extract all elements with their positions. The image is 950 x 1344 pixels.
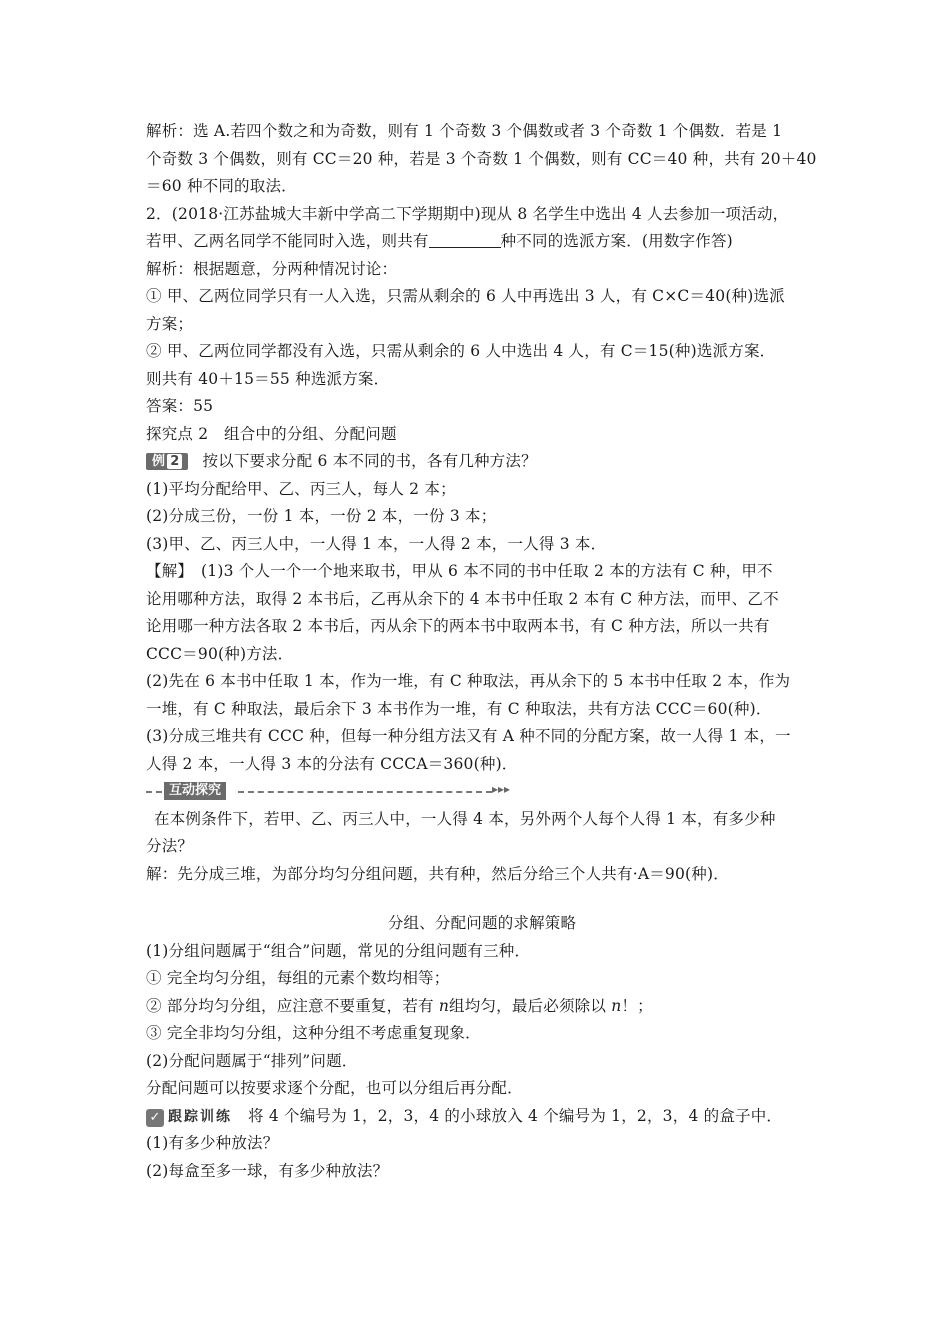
tracking-prompt: 将 4 个编号为 1，2，3，4 的小球放入 4 个编号为 1，2，3，4 的盒子中． [248, 1106, 783, 1125]
interactive-label: 互动探究 [164, 782, 226, 800]
text-line: ③ 完全非均匀分组，这种分组不考虑重复现象． [146, 1024, 481, 1042]
text-line: ＝60 种不同的取法． [146, 177, 297, 195]
text-span: 若甲、乙两名同学不能同时入选，则共有 [146, 232, 429, 250]
text-line: ① 甲、乙两位同学只有一人入选，只需从剩余的 6 人中再选出 3 人，有 C×C＝40(种)选派 [146, 287, 785, 305]
strategy-title: 分组、分配问题的求解策略 [387, 914, 577, 932]
document-page [146, 118, 818, 1185]
text-line: 解析：选 A.若四个数之和为奇数，则有 1 个奇数 3 个偶数或者 3 个奇数 1 个偶数．若是 1 [146, 122, 783, 140]
dash-divider [146, 791, 162, 793]
solution-line: 人得 2 本，一人得 3 本的分法有 CCCA＝360(种)． [146, 754, 518, 773]
text-line: (2)每盒至多一球，有多少种放法？ [146, 1161, 389, 1180]
text-line: ① 完全均匀分组，每组的元素个数均相等； [146, 969, 450, 987]
text-line: 分配问题可以按要求逐个分配，也可以分组后再分配． [146, 1079, 523, 1097]
text-line: (2)分配问题属于“排列”问题． [146, 1051, 358, 1070]
text-line: 分法？ [146, 837, 194, 855]
answer-line: 答案：55 [146, 397, 214, 415]
text-line: 解：先分成三堆，为部分均匀分组问题，共有种，然后分给三个人共有·A＝90(种)． [146, 864, 729, 883]
question-2-line [146, 228, 818, 256]
tracking-label: 跟踪训练 [168, 1108, 232, 1125]
text-line: (1)平均分配给甲、乙、丙三人，每人 2 本； [146, 479, 456, 498]
example-prompt: 按以下要求分配 6 本不同的书，各有几种方法？ [202, 452, 537, 470]
math-variable: n [611, 996, 622, 1015]
solution-line: 论用哪种方法，取得 2 本书后，乙再从余下的 4 本书中任取 2 本有 C 种方法，而甲、乙不 [146, 589, 779, 608]
solution-line: (3)分成三堆共有 CCC 种，但每一种分组方法又有 A 种不同的分配方案，故一人得 1 本，一 [146, 727, 791, 745]
check-icon: ✓ [146, 1109, 164, 1127]
text-line: 解析：根据题意，分两种情况讨论： [146, 259, 398, 278]
arrow-icon: ▸▸▸ [492, 782, 511, 796]
text-line: 个奇数 3 个偶数，则有 CC＝20 种，若是 3 个奇数 1 个偶数，则有 CC＝40 种，共有 20＋40 [146, 149, 817, 168]
spacer [146, 888, 818, 910]
answer-blank [429, 231, 501, 248]
text-span: ！； [621, 996, 653, 1015]
solution-line: 论用哪一种方法各取 2 本书后，丙从余下的两本书中取两本书，有 C 种方法，所以一共有 [146, 617, 770, 635]
example-badge-number: 2 [167, 454, 182, 469]
dash-divider [238, 791, 492, 793]
text-span: ② 部分均匀分组，应注意不要重复，若有 [146, 996, 439, 1015]
text-line: 在本例条件下，若甲、乙、丙三人中，一人得 4 本，另外两个人每个人得 1 本，有多少种 [154, 809, 776, 828]
math-variable: n [438, 996, 450, 1015]
text-line: (1)分组问题属于“组合”问题，常见的分组问题有三种． [146, 941, 531, 960]
text-line [146, 993, 818, 1021]
section-title: 探究点 2 组合中的分组、分配问题 [146, 424, 397, 443]
text-line: 方案； [146, 314, 194, 333]
tracking-badge [146, 1104, 232, 1132]
interactive-banner [146, 778, 818, 806]
example-heading [146, 448, 818, 476]
example-badge-text: 例 [152, 454, 166, 469]
solution-line: CCC＝90(种)方法． [146, 644, 294, 663]
text-line: (1)有多少种放法？ [146, 1134, 279, 1152]
text-line: ② 甲、乙两位同学都没有入选，只需从剩余的 6 人中选出 4 人，有 C＝15(种)选派方案． [146, 342, 776, 360]
tracking-heading [146, 1103, 818, 1131]
question-2: 2．(2018·江苏盐城大丰新中学高二下学期期中)现从 8 名学生中选出 4 人去参加一项活动， [146, 204, 789, 223]
solution-line: 一堆，有 C 种取法，最后余下 3 本书作为一堆，有 C 种取法，共有方法 CCC＝60(种)． [146, 699, 772, 718]
solution-line: (2)先在 6 本书中任取 1 本，作为一堆，有 C 种取法，再从余下的 5 本书中任取 2 本，作为 [146, 672, 791, 690]
text-line: 则共有 40＋15＝55 种选派方案． [146, 369, 390, 388]
text-line: (2)分成三份，一份 1 本，一份 2 本，一份 3 本； [146, 507, 497, 525]
example-badge [146, 453, 188, 470]
text-line: (3)甲、乙、丙三人中，一人得 1 本，一人得 2 本，一人得 3 本． [146, 534, 607, 553]
solution-line: 【解】 (1)3 个人一个一个地来取书，甲从 6 本不同的书中任取 2 本的方法有 C 种，甲不 [146, 562, 773, 580]
text-span: 组均匀，最后必须除以 [449, 996, 612, 1015]
text-span: 种不同的选派方案．(用数字作答) [500, 232, 733, 250]
